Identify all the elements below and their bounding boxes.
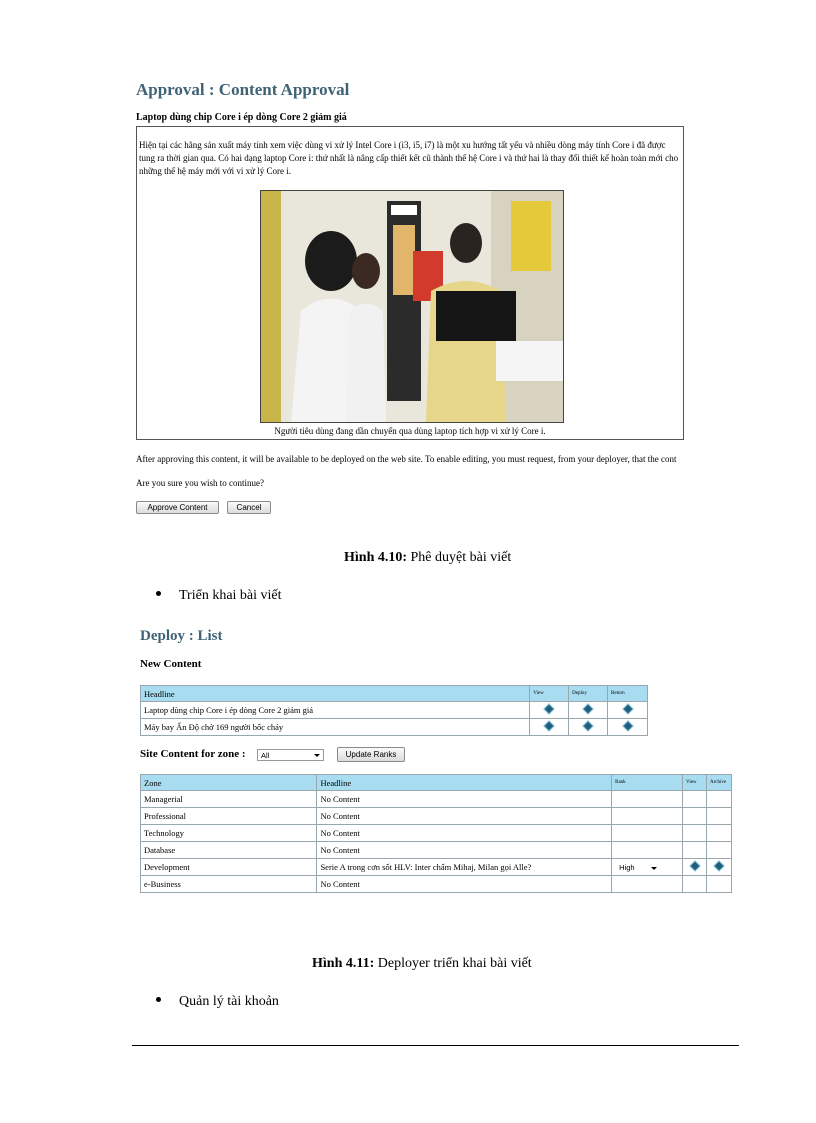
table-row — [141, 719, 648, 736]
view-icon[interactable] — [543, 720, 554, 731]
figure-4-11-caption — [312, 956, 532, 972]
figure-number: Hình 4.10: — [344, 550, 408, 565]
article-headline: Laptop dùng chip Core i ép dòng Core 2 giảm giá — [136, 112, 347, 123]
table-row — [141, 791, 732, 808]
photo-caption: Người tiêu dùng đang dần chuyển qua dùng laptop tích hợp vi xử lý Core i. — [274, 426, 546, 436]
headline-cell: No Content — [317, 876, 612, 893]
headline-cell: No Content — [317, 825, 612, 842]
table-row — [141, 859, 732, 876]
table-row — [141, 825, 732, 842]
new-content-table — [140, 685, 648, 736]
bullet-item — [156, 588, 282, 604]
column-header-rank: Rank — [612, 775, 683, 791]
bullet-item — [156, 994, 279, 1010]
column-header-view: View — [683, 775, 707, 791]
figure-text: Phê duyệt bài viết — [407, 550, 512, 565]
headline-cell: Máy bay Ấn Độ chở 169 người bốc cháy — [141, 719, 530, 736]
column-header-return: Return — [608, 686, 648, 702]
article-content-box — [136, 126, 684, 440]
table-header-row — [141, 686, 648, 702]
rank-select[interactable] — [615, 862, 661, 873]
site-content-table — [140, 774, 732, 893]
approve-content-button[interactable]: Approve Content — [136, 501, 219, 514]
deploy-icon[interactable] — [582, 720, 593, 731]
column-header-view: View — [530, 686, 569, 702]
article-body: Hiện tại các hãng sản xuất máy tính xem việc dùng vi xử lý Intel Core i (i3, i5, i7) là một xu hướng tất yếu và nhiều dòng máy tính Core i đã được tung ra thời gian qua. Có hai dạng laptop Core i: thứ nhất là nâng cấp thiết kết cũ thành thế hệ Core i và thứ hai là thay đổi thiết kế hoàn toàn mới cho những thế hệ máy mới với vi xử lý Core i. — [139, 140, 679, 176]
deploy-icon[interactable] — [582, 703, 593, 714]
cancel-button[interactable]: Cancel — [227, 501, 271, 514]
approval-note: After approving this content, it will be available to be deployed on the web site. To enable editing, you must request, from your deployer, that the cont — [136, 454, 677, 464]
zone-cell: e-Business — [141, 876, 317, 893]
column-header-headline: Headline — [141, 686, 530, 702]
table-header-row — [141, 775, 732, 791]
table-row — [141, 876, 732, 893]
column-header-deploy: Deploy — [569, 686, 608, 702]
zone-cell: Managerial — [141, 791, 317, 808]
column-header-headline: Headline — [317, 775, 612, 791]
zone-cell: Development — [141, 859, 317, 876]
view-icon[interactable] — [689, 860, 700, 871]
update-ranks-button[interactable]: Update Ranks — [337, 747, 405, 762]
headline-cell: No Content — [317, 791, 612, 808]
table-row — [141, 702, 648, 719]
bullet-dot — [156, 997, 161, 1002]
zone-select-value: All — [261, 751, 270, 760]
approval-title: Approval : Content Approval — [136, 80, 350, 99]
return-icon[interactable] — [622, 720, 633, 731]
headline-cell: Laptop dùng chip Core i ép dòng Core 2 giảm giá — [141, 702, 530, 719]
return-icon[interactable] — [622, 703, 633, 714]
headline-cell: No Content — [317, 808, 612, 825]
bullet-dot — [156, 591, 161, 596]
zone-select[interactable] — [257, 749, 324, 761]
new-content-label: New Content — [140, 658, 202, 670]
zone-cell: Professional — [141, 808, 317, 825]
zone-cell: Technology — [141, 825, 317, 842]
zone-label: Site Content for zone : — [140, 748, 246, 760]
archive-icon[interactable] — [713, 860, 724, 871]
approval-question: Are you sure you wish to continue? — [136, 478, 264, 488]
chevron-down-icon — [651, 867, 657, 870]
chevron-down-icon — [314, 754, 320, 757]
bullet-text: Triển khai bài viết — [179, 588, 282, 603]
deploy-title: Deploy : List — [140, 628, 223, 644]
headline-cell: No Content — [317, 842, 612, 859]
figure-4-10-caption — [344, 550, 511, 566]
rank-select-value: High — [619, 862, 635, 872]
column-header-archive: Archive — [706, 775, 731, 791]
table-row — [141, 808, 732, 825]
figure-number: Hình 4.11: — [312, 956, 375, 971]
column-header-zone: Zone — [141, 775, 317, 791]
figure-text: Deployer triển khai bài viết — [374, 956, 532, 971]
article-photo — [260, 190, 564, 423]
bullet-text: Quản lý tài khoản — [179, 994, 279, 1009]
photo-illustration — [261, 191, 563, 422]
footer-divider — [132, 1045, 739, 1046]
table-row — [141, 842, 732, 859]
view-icon[interactable] — [543, 703, 554, 714]
zone-cell: Database — [141, 842, 317, 859]
headline-cell: Serie A trong cơn sốt HLV: Inter chấm Mihaj, Milan gọi Alle? — [317, 859, 612, 876]
